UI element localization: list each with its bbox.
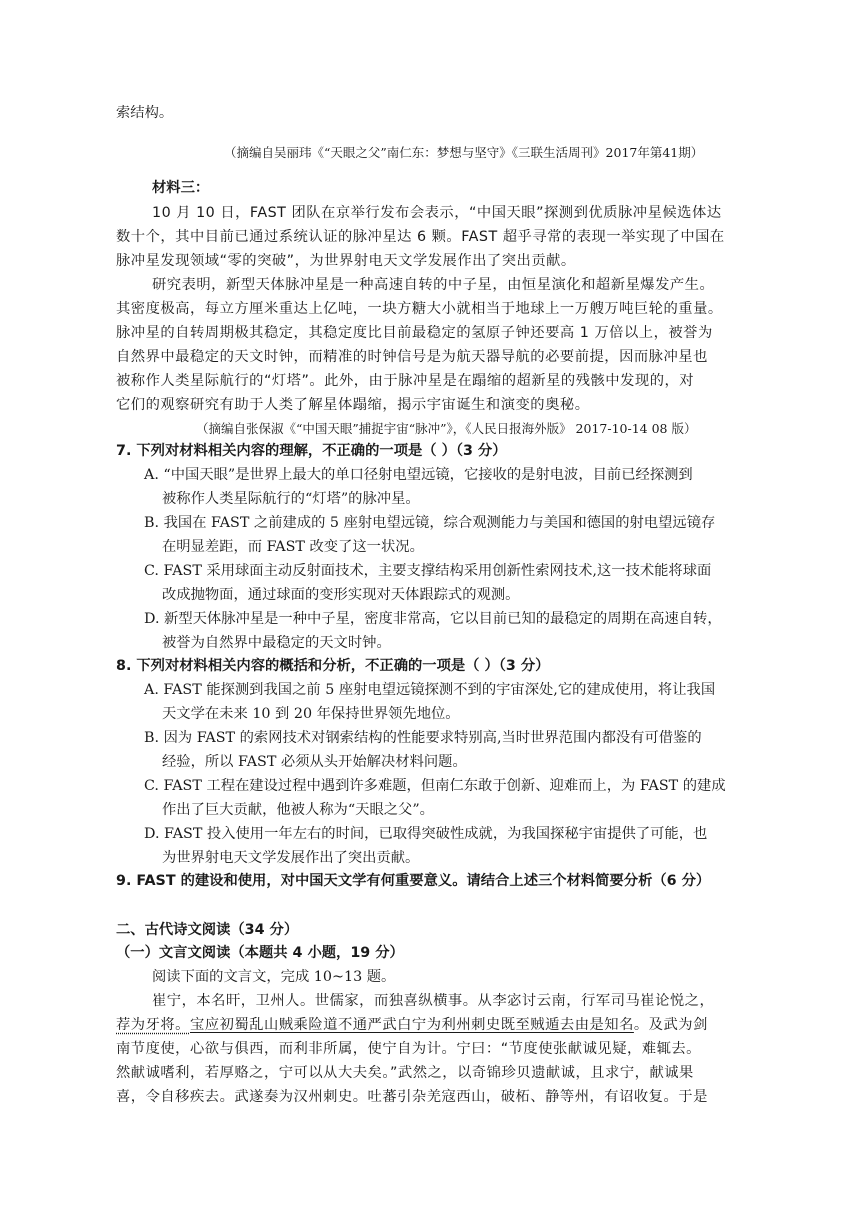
paragraph-line: 脉冲星的自转周期极其稳定，其稳定度比目前最稳定的氢原子钟还要高 1 万倍以上，被誉为 [116,325,713,341]
paragraph-line: 它们的观察研究有助于人类了解星体蹋缩，揭示宇宙诞生和演变的奥秘。 [116,397,590,413]
paragraph-line: 脉冲星发现领域“零的突破”，为世界射电天文学发展作出了突出贡献。 [116,253,576,269]
classical-text-line: 喜，令自移疾去。武遂奏为汉州刺史。吐蕃引杂羌寇西山，破柘、静等州，有诏收复。于是 [116,1089,708,1105]
q7-option-b-cont: 在明显差距，而 FAST 改变了这一状况。 [162,539,424,555]
material3-heading: 材料三： [152,180,210,196]
q8-option-d-cont: 为世界射电天文学发展作出了突出贡献。 [162,850,420,866]
material2-tail: 索结构。 [116,105,174,121]
q8-option-a: A. FAST 能探测到我国之前 5 座射电望远镜探测不到的宇宙深处,它的建成使用，将让我国 [144,682,716,698]
reading-instruction: 阅读下面的文言文，完成 10~13 题。 [152,969,396,985]
q7-option-d: D. 新型天体脉冲星是一种中子星，密度非常高，它以目前已知的最稳定的周期在高速自转， [144,611,722,627]
source-citation-3: （摘编自张保淑《“中国天眼”捕捉宇宙“脉冲”》，《人民日报海外版》 2017-10-14 08 版） [196,421,697,436]
paragraph-line: 10 月 10 日，FAST 团队在京举行发布会表示，“中国天眼”探测到优质脉冲星候选体达 [152,205,722,221]
question-7-stem: 7. 下列对材料相关内容的理解，不正确的一项是（ ）（3 分） [116,443,507,459]
source-citation-2: （摘编自吴丽玮《“天眼之父”南仁东：梦想与坚守》《三联生活周刊》2017年第41期） [224,145,704,160]
paragraph-line: 被称作人类星际航行的“灯塔”。此外，由于脉冲星是在蹋缩的超新星的残骸中发现的，对 [116,373,695,389]
question-8-stem: 8. 下列对材料相关内容的概括和分析，不正确的一项是（ ）（3 分） [116,658,550,674]
q7-option-a: A. “中国天眼”是世界上最大的单口径射电望远镜，它接收的是射电波，目前已经探测到 [144,467,693,483]
paragraph-line: 其密度极高，每立方厘米重达上亿吨，一块方糖大小就相当于地球上一万艘万吨巨轮的重量。 [116,301,723,317]
q8-option-c-cont: 作出了巨大贡献，他被人称为“天眼之父”。 [162,802,434,818]
dotted-underline-text: 荐为牙将。 [116,1017,190,1033]
q7-option-b: B. 我国在 FAST 之前建成的 5 座射电望远镜，综合观测能力与美国和德国的射电望远镜存 [144,515,716,531]
q8-option-c: C. FAST 工程在建设过程中遇到许多难题，但南仁东敢于创新、迎难而上，为 FAST 的建成 [144,778,726,794]
paragraph-line: 数十个，其中目前已通过系统认证的脉冲星达 6 颗。FAST 超乎寻常的表现一举实现了中国在 [116,229,725,245]
classical-text-line: 荐为牙将。宝应初蜀乱山贼乘险道不通严武白宁为利州刺史既至贼遁去由是知名。及武为剑 [116,1017,708,1033]
q8-option-b-cont: 经验，所以 FAST 必须从头开始解决材料问题。 [162,754,467,770]
q8-option-a-cont: 天文学在未来 10 到 20 年保持世界领先地位。 [162,706,460,722]
q7-option-c: C. FAST 采用球面主动反射面技术，主要支撑结构采用创新性索网技术,这一技术能将球面 [144,563,712,579]
q7-option-c-cont: 改成抛物面，通过球面的变形实现对天体跟踪式的观测。 [162,587,520,603]
q8-option-d: D. FAST 投入使用一年左右的时间，已取得突破性成就，为我国探秘宇宙提供了可能，也 [144,826,708,842]
question-9-stem: 9. FAST 的建设和使用，对中国天文学有何重要意义。请结合上述三个材料简要分析（6 分） [116,873,711,889]
classical-text-line: 崔宁，本名旰，卫州人。世儒家，而独喜纵横事。从李宓讨云南，行军司马崔论悦之， [152,993,715,1009]
section-2-subtitle: （一）文言文阅读（本题共 4 小题，19 分） [116,945,404,961]
q8-option-b: B. 因为 FAST 的索网技术对钢索结构的性能要求特别高,当时世界范围内都没有可借鉴的 [144,730,702,746]
q7-option-a-cont: 被称作人类星际航行的“灯塔”的脉冲星。 [162,491,420,507]
underlined-sentence: 宝应初蜀乱山贼乘险道不通严武白宁为利州刺史既至贼遁去由是知名 [189,1017,634,1033]
classical-text-line: 南节度使，心欲与俱西，而利非所属，使宁自为计。宁曰：“节度使张献诚见疑，难辄去。 [116,1041,701,1057]
classical-text-line: 然献诚嗜利，若厚赂之，宁可以从大夫矣。”武然之，以奇锦珍贝遗献诚，且求宁，献诚果 [116,1065,694,1081]
paragraph-line: 研究表明，新型天体脉冲星是一种高速自转的中子星，由恒星演化和超新星爆发产生。 [152,277,715,293]
q7-option-d-cont: 被誉为自然界中最稳定的天文时钟。 [162,635,391,651]
section-2-title: 二、古代诗文阅读（34 分） [116,922,299,938]
paragraph-line: 自然界中最稳定的天文时钟，而精准的时钟信号是为航天器导航的必要前提，因而脉冲星也 [116,349,708,365]
